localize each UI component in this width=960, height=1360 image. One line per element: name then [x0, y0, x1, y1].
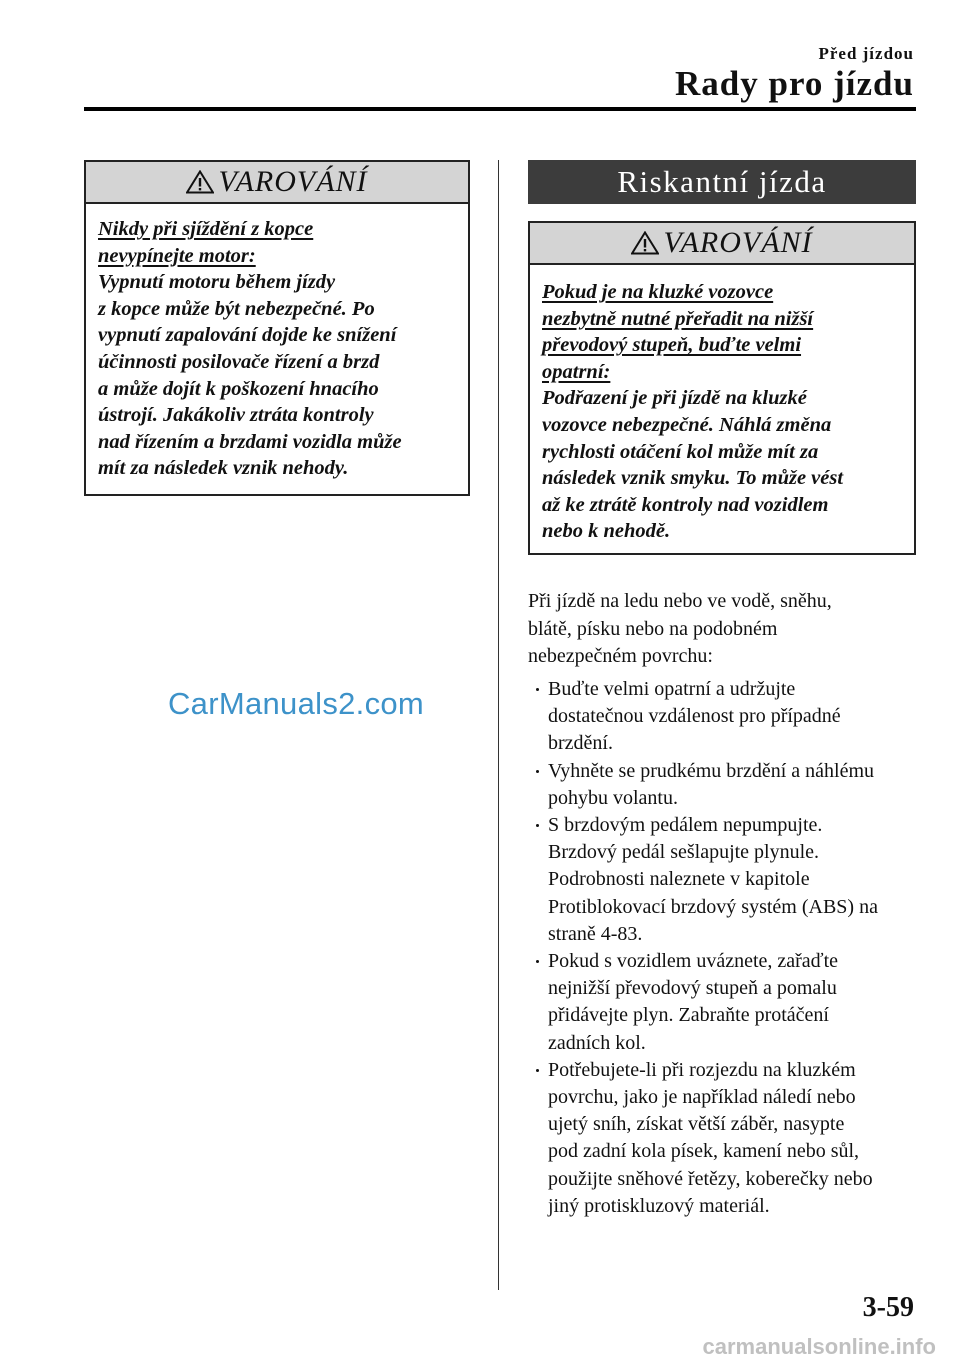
warning-text-line: rychlosti otáčení kol může mít za: [542, 440, 819, 463]
warning-text-line: Podřazení je při jízdě na kluzké: [542, 387, 807, 410]
warning-header: [530, 223, 914, 265]
warning-title-line: Nikdy při sjíždění z kopce: [98, 218, 314, 240]
bullet-line: Brzdový pedál sešlapujte plynule.: [548, 841, 820, 864]
bullet-line: pod zadní kola písek, kamení nebo sůl,: [548, 1140, 860, 1163]
warning-text-line: nad řízením a brzdami vozidla může: [98, 430, 402, 453]
intro-line: nebezpečném povrchu:: [528, 645, 713, 667]
warning-header: [86, 162, 468, 204]
warning-triangle-icon: [631, 231, 659, 255]
bullet-line: Vyhněte se prudkému brzdění a náhlému: [548, 759, 875, 782]
warning-text-line: ústrojí. Jakákoliv ztráta kontroly: [98, 404, 374, 427]
warning-text-line: vypnutí zapalování dojde ke snížení: [98, 324, 397, 347]
bullet-dot-icon: [536, 770, 539, 773]
bullet-line: Buďte velmi opatrní a udržujte: [548, 678, 796, 700]
page-number: 3-59: [862, 1292, 914, 1323]
header-rule: [84, 107, 916, 111]
warning-title-line: Pokud je na kluzké vozovce: [542, 281, 774, 303]
watermark-logo: CarManuals2.com: [168, 686, 425, 721]
section-heading: Riskantní jízda: [528, 160, 916, 204]
warning-label: VAROVÁNÍ: [218, 165, 368, 198]
warning-box-engine-off: [84, 160, 470, 496]
bullet-line: jiný protiskluzový materiál.: [548, 1194, 770, 1217]
warning-text-line: účinnosti posilovače řízení a brzd: [98, 350, 380, 373]
bullet-line: dostatečnou vzdálenost pro případné: [548, 705, 841, 728]
bullet-list: [528, 676, 920, 1220]
bullet-line: použijte sněhové řetězy, koberečky nebo: [548, 1167, 873, 1190]
bullet-item: [528, 758, 920, 812]
warning-title-line: nevypínejte motor:: [98, 244, 256, 267]
warning-text-line: až ke ztrátě kontroly nad vozidlem: [542, 493, 829, 516]
bullet-line: Potřebujete-li při rozjezdu na kluzkém: [548, 1058, 856, 1081]
warning-text-line: nebo k nehodě.: [542, 520, 671, 543]
bullet-line: Podrobnosti naleznete v kapitole: [548, 868, 810, 891]
bullet-line: brzdění.: [548, 732, 613, 755]
warning-body: [86, 204, 468, 496]
bullet-line: Pokud s vozidlem uváznete, zařaďte: [548, 950, 839, 973]
intro-line: blátě, písku nebo na podobném: [528, 617, 778, 640]
warning-text-line: z kopce může být nebezpečné. Po: [98, 297, 375, 320]
footer-watermark: carmanualsonline.info: [702, 1334, 936, 1359]
intro-line: Při jízdě na ledu nebo ve vodě, sněhu,: [528, 590, 832, 612]
bullet-line: zadních kol.: [548, 1031, 646, 1054]
bullet-line: povrchu, jako je například náledí nebo: [548, 1086, 856, 1109]
bullet-line: Protiblokovací brzdový systém (ABS) na: [548, 895, 878, 918]
bullet-line: nejnižší převodový stupeň a pomalu: [548, 977, 837, 1000]
warning-title-line: převodový stupeň, buďte velmi: [542, 334, 802, 357]
running-header-title: Rady pro jízdu: [675, 64, 914, 103]
warning-title-line: opatrní:: [542, 360, 611, 383]
bullet-dot-icon: [536, 824, 539, 827]
bullet-dot-icon: [536, 960, 539, 963]
warning-text-line: Vypnutí motoru během jízdy: [98, 271, 336, 294]
bullet-item: [528, 948, 920, 1057]
bullet-line: S brzdovým pedálem nepumpujte.: [548, 814, 823, 837]
warning-title-line: nezbytně nutné přeřadit na nižší: [542, 307, 814, 330]
bullet-line: ujetý sníh, získat větší záběr, nasypte: [548, 1113, 845, 1136]
bullet-dot-icon: [536, 1069, 539, 1072]
warning-label: VAROVÁNÍ: [663, 226, 813, 259]
running-header-section: Před jízdou: [818, 44, 914, 63]
intro-paragraph: [528, 588, 918, 671]
bullet-dot-icon: [536, 688, 539, 691]
bullet-line: pohybu volantu.: [548, 786, 678, 809]
warning-body: [530, 265, 914, 559]
warning-box-downshift: [528, 221, 916, 555]
warning-text-line: vozovce nebezpečné. Náhlá změna: [542, 413, 832, 436]
warning-text-line: mít za následek vznik nehody.: [98, 457, 349, 480]
bullet-line: straně 4-83.: [548, 922, 643, 945]
bullet-item: [528, 1057, 920, 1220]
bullet-item: [528, 812, 920, 948]
bullet-item: [528, 676, 920, 758]
warning-text-line: a může dojít k poškození hnacího: [98, 377, 379, 400]
column-divider: [498, 160, 499, 1290]
warning-text-line: následek vznik smyku. To může vést: [542, 467, 844, 490]
bullet-line: přidávejte plyn. Zabraňte protáčení: [548, 1004, 829, 1027]
warning-triangle-icon: [186, 170, 214, 194]
